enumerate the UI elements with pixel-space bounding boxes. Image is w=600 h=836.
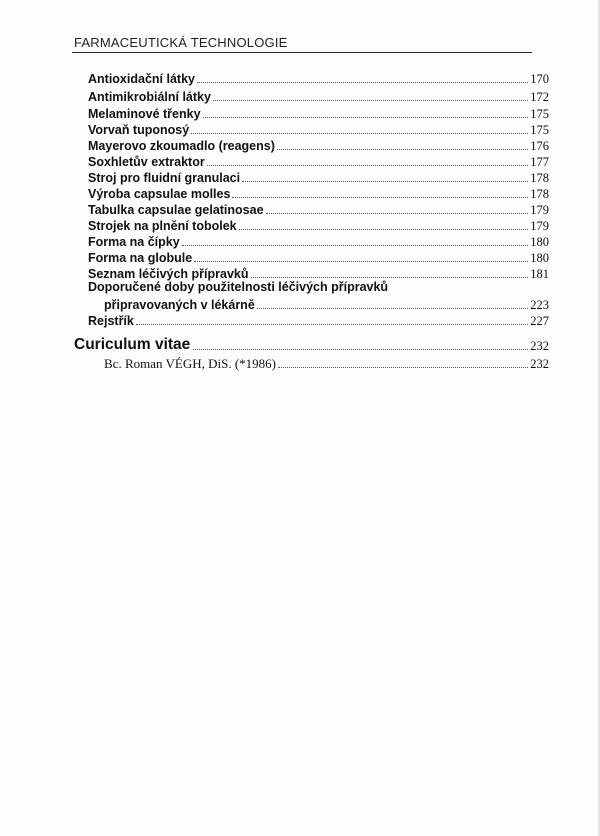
toc-entry-title: Vorvaň tuponosý [88,123,190,137]
section-page: 232 [530,339,549,353]
dot-leader [239,229,529,230]
running-header: FARMACEUTICKÁ TECHNOLOGIE [74,35,288,50]
toc-entry-title: Antioxidační látky [88,72,195,86]
toc-entry-title: Rejstřík [88,314,134,328]
toc-entry-title: Antimikrobiální látky [88,90,211,104]
toc-entry-page: 180 [530,235,549,249]
toc-entry-page: 227 [530,314,549,328]
toc-entry[interactable] [88,265,549,281]
toc-entry[interactable] [88,312,549,328]
toc-entry[interactable] [88,217,549,233]
toc-entry-title: Soxhletův extraktor [88,155,205,169]
toc-entry-title: Strojek na plnění tobolek [88,219,237,233]
toc-entry-page: 170 [530,72,549,86]
dot-leader [193,349,528,350]
toc-entry-title: Mayerovo zkoumadlo (reagens) [88,139,275,153]
toc-entry-title: Forma na globule [88,251,193,265]
dot-leader [194,261,528,262]
dot-leader [213,100,528,101]
toc-entry-page: 223 [530,298,549,312]
section-title: Curiculum vitae [74,336,191,353]
toc-entry-title: Forma na čípky [88,235,180,249]
toc-entry-page: 181 [530,267,549,281]
dot-leader [277,149,528,150]
dot-leader [203,117,529,118]
toc-entry[interactable] [88,249,549,265]
toc-entry[interactable] [88,153,549,169]
toc-entry-page: 180 [530,251,549,265]
dot-leader [242,181,528,182]
toc-section-entry[interactable] [74,335,549,353]
toc-entry-page: 177 [530,155,549,169]
dot-leader [191,133,528,134]
toc-entry[interactable] [88,105,549,121]
toc-entry[interactable] [88,88,549,104]
sub-entry-title: Bc. Roman VÉGH, DiS. (*1986) [104,356,277,371]
toc-entry[interactable] [88,201,549,217]
header-rule [72,52,532,53]
dot-leader [278,367,528,368]
toc-entry-title: Výroba capsulae molles [88,187,231,201]
toc-entry-page: 178 [530,171,549,185]
toc-sub-entry[interactable] [104,355,549,371]
toc-entry-title: Melaminové třenky [88,107,201,121]
toc-entry[interactable] [88,121,549,137]
dot-leader [232,197,528,198]
toc-entry[interactable] [88,169,549,185]
toc-entry-title: Tabulka capsulae gelatinosae [88,203,264,217]
toc-entry-page: 179 [530,219,549,233]
toc-entry[interactable] [88,70,549,86]
toc-entry-title-line1[interactable]: Doporučené doby použitelnosti léčivých přípravků [88,280,389,294]
dot-leader [257,308,528,309]
dot-leader [251,277,529,278]
toc-entry-title-line2: připravovaných v lékárně [104,298,255,312]
dot-leader [207,165,529,166]
toc-entry-page: 175 [530,123,549,137]
toc-entry-page: 178 [530,187,549,201]
dot-leader [136,324,528,325]
dot-leader [266,213,529,214]
toc-entry[interactable] [88,137,549,153]
dot-leader [182,245,529,246]
toc-entry-title: Stroj pro fluidní granulaci [88,171,241,185]
toc-entry-page: 172 [530,90,549,104]
sub-entry-page: 232 [530,357,549,371]
toc-entry-page: 175 [530,107,549,121]
toc-entry[interactable] [88,185,549,201]
toc-entry-title: Seznam léčivých přípravků [88,267,249,281]
toc-entry-page: 176 [530,139,549,153]
toc-entry[interactable] [88,233,549,249]
toc-entry-page: 179 [530,203,549,217]
toc-entry[interactable] [104,296,549,312]
dot-leader [197,82,528,83]
